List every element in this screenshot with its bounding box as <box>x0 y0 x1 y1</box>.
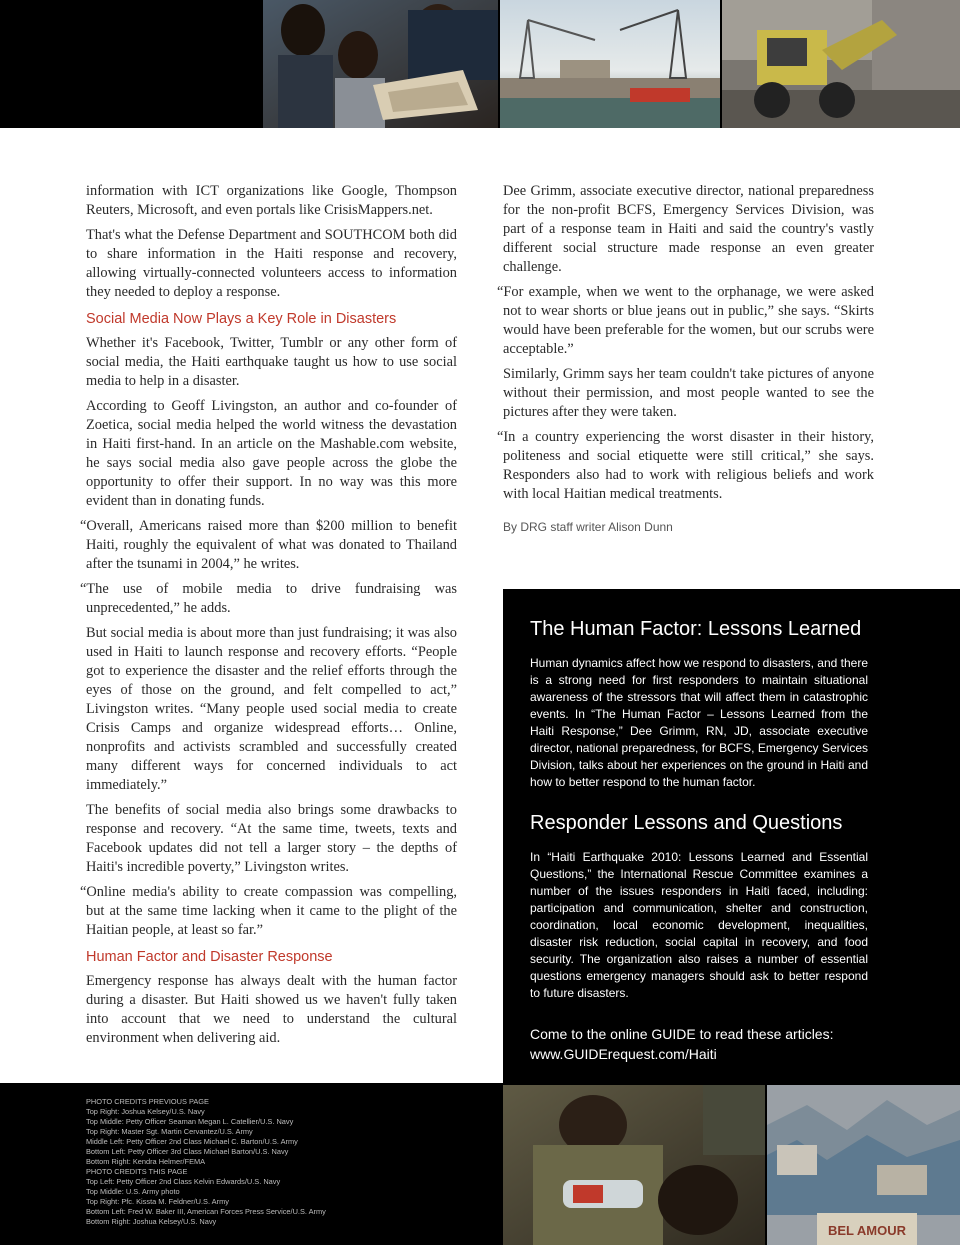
credit-line: Top Left: Petty Officer 2nd Class Kelvin Edwards/U.S. Navy <box>86 1177 281 1186</box>
sidebar-paragraph: Human dynamics affect how we respond to disasters, and there is a strong need for first responders to maintain situational awareness of the stressors that will affect them in catastrophic events. In “The Human Factor – Lessons Learned from the Haiti Response,” Dee Grimm, RN, JD, associate executive director, national preparedness, for BCFS, Emergency Services Division, talks about her experiences on the ground in Haiti and how to better respond to the human factor. <box>530 656 868 789</box>
resources-sidebar <box>503 589 960 1085</box>
credit-line: Bottom Left: Fred W. Baker III, American Forces Press Service/U.S. Army <box>86 1207 326 1216</box>
credit-line: PHOTO CREDITS PREVIOUS PAGE <box>86 1097 209 1106</box>
guide-url-link[interactable]: www.GUIDErequest.com/Haiti <box>530 1046 717 1062</box>
credit-line: Bottom Right: Kendra Helmer/FEMA <box>86 1157 206 1166</box>
sidebar-title-responder-lessons: Responder Lessons and Questions <box>530 812 843 834</box>
credit-line: PHOTO CREDITS THIS PAGE <box>86 1167 188 1176</box>
photo-soldier-giving-water <box>503 1085 765 1245</box>
photo-sign-text: BEL AMOUR <box>828 1223 906 1238</box>
credit-line: Top Middle: U.S. Army photo <box>86 1187 180 1196</box>
top-photo-banner <box>0 0 960 128</box>
sidebar-paragraph: In “Haiti Earthquake 2010: Lessons Learned and Essential Questions,” the International Rescue Committee examines a number of the issues responders in Haiti faced, including: participation and communication, shelter and construction, coordination, local economic development, inequalities, disaster risk reduction, social capital in recovery, and food security. The organization also raises a number of essential questions emergency managers should ask to better respond to future disasters. <box>530 850 868 1000</box>
photo-children-reading <box>263 0 498 128</box>
credit-line: Top Right: Joshua Kelsey/U.S. Navy <box>86 1107 205 1116</box>
credit-line: Top Right: Master Sgt. Martin Cervantez/U.S. Army <box>86 1127 253 1136</box>
paragraph: Dee Grimm, associate executive director, national preparedness for the non-profit BCFS, Emergency Services Division, was part of a response team in Haiti and said the country's vastly different social structure made response an even greater challenge. <box>503 183 874 275</box>
right-article-column <box>497 182 874 537</box>
photo-tent-camp <box>767 1085 960 1245</box>
photo-port-crane <box>500 0 720 128</box>
paragraph: The benefits of social media also brings some drawbacks to response and recovery. “At the same time, tweets, texts and Facebook updates did not tell a larger story – the depths of Haiti's incredible poverty,” Livingston writes. <box>86 802 457 875</box>
guide-call-to-action <box>530 1024 868 1064</box>
paragraph: information with ICT organizations like Google, Thompson Reuters, Microsoft, and even portals like CrisisMappers.net. <box>86 183 457 218</box>
quote-paragraph: “Overall, Americans raised more than $200 million to benefit Haiti, roughly the equivalent of what was donated to Thailand after the tsunami in 2004,” he writes. <box>80 518 457 572</box>
subheading-human-factor: Human Factor and Disaster Response <box>86 949 333 965</box>
credit-line: Top Right: Pfc. Kissta M. Feldner/U.S. Army <box>86 1197 229 1206</box>
photo-excavator-rubble <box>722 0 960 128</box>
credit-line: Bottom Left: Petty Officer 3rd Class Michael Barton/U.S. Navy <box>86 1147 289 1156</box>
credit-line: Top Middle: Petty Officer Seaman Megan L. Catellier/U.S. Navy <box>86 1117 294 1126</box>
quote-paragraph: “Online media's ability to create compassion was compelling, but at the same time lacking when it came to the plight of the Haitian people, at least so far.” <box>80 884 457 938</box>
credit-line: Middle Left: Petty Officer 2nd Class Michael C. Barton/U.S. Army <box>86 1137 298 1146</box>
quote-paragraph: “For example, when we went to the orphanage, we were asked not to wear shorts or blue jeans out in public,” she says. “Skirts would have been preferable for the women, but our scrubs were acceptable.” <box>497 284 874 357</box>
sidebar-title-human-factor: The Human Factor: Lessons Learned <box>530 618 862 640</box>
quote-paragraph: “In a country experiencing the worst disaster in their history, politeness and social etiquette were still critical,” she says. Responders also had to work with religious beliefs and work with local Haitian medical treatments. <box>497 429 874 502</box>
byline: By DRG staff writer Alison Dunn <box>503 520 673 534</box>
paragraph: According to Geoff Livingston, an author and co-founder of Zoetica, social media helped the world witness the devastation in Haiti first-hand. In an article on the Mashable.com website, he says social media also gave people across the globe the opportunity to offer their support. In no way was this more evident than in donating funds. <box>86 398 457 509</box>
paragraph: But social media is about more than just fundraising; it was also used in Haiti to launch response and recovery efforts. “People got to experience the disaster and the relief efforts through the eyes of those on the ground, and felt compelled to act,” Livingston writes. “Many people used social media to create Crisis Camps and organize widespread efforts… Online, nonprofits and activists scrambled and successfully created many different ways for concerned individuals to act immediately.” <box>86 625 457 793</box>
photo-credits <box>86 1097 486 1227</box>
paragraph: Similarly, Grimm says her team couldn't take pictures of anyone without their permission, and most people wanted to see the pictures after they were taken. <box>503 366 874 420</box>
cta-text: Come to the online GUIDE to read these articles: <box>530 1026 834 1042</box>
quote-paragraph: “The use of mobile media to drive fundraising was unprecedented,” he adds. <box>80 581 457 616</box>
paragraph: Emergency response has always dealt with the human factor during a disaster. But Haiti showed us we haven't fully taken into account that we need to understand the cultural environment when delivering aid. <box>86 973 457 1046</box>
subheading-social-media: Social Media Now Plays a Key Role in Disasters <box>86 311 397 327</box>
left-article-column <box>80 182 457 1054</box>
paragraph: Whether it's Facebook, Twitter, Tumblr or any other form of social media, the Haiti earthquake taught us how to use social media to help in a disaster. <box>86 335 457 389</box>
paragraph: That's what the Defense Department and SOUTHCOM both did to share information in the Haiti response and recovery, allowing virtually-connected volunteers access to information they needed to deploy a response. <box>86 227 457 300</box>
credit-line: Bottom Right: Joshua Kelsey/U.S. Navy <box>86 1217 217 1226</box>
